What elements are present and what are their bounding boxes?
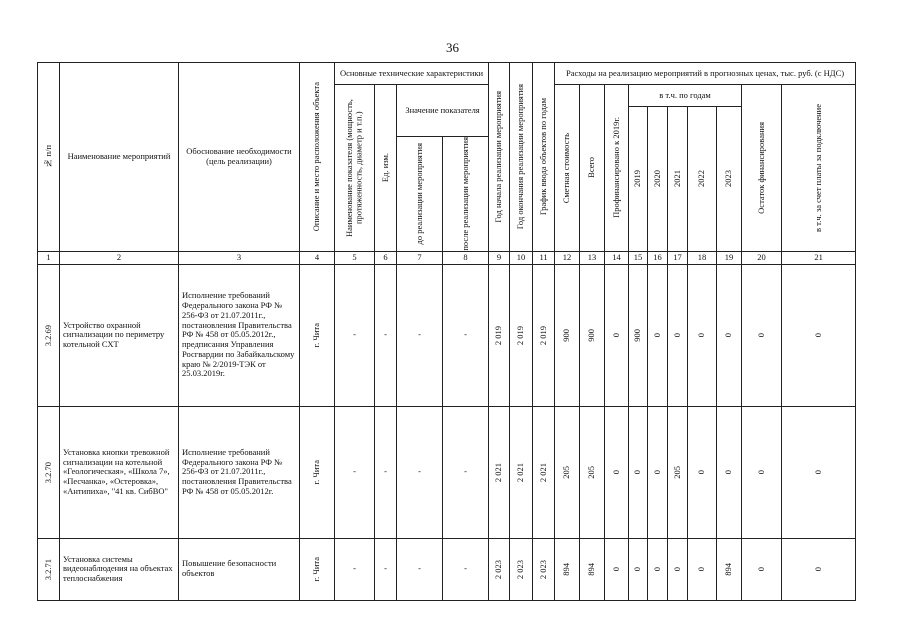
header-remaining: Остаток финансирования xyxy=(742,85,782,252)
row-place-text: г. Чита xyxy=(311,556,322,582)
row-id-text: 3.2.70 xyxy=(42,461,53,483)
row-c8: - xyxy=(443,538,489,600)
header-year-2020: 2020 xyxy=(648,107,668,252)
row-c14-text: 0 xyxy=(610,333,621,338)
row-c18 xyxy=(688,538,717,600)
row-c18-text: 0 xyxy=(696,333,707,338)
row-c6: - xyxy=(375,264,397,406)
row-c7: - xyxy=(397,406,443,538)
row-c17-text: 0 xyxy=(671,567,682,572)
row-place xyxy=(300,264,335,406)
row-c18 xyxy=(688,406,717,538)
row-c5: - xyxy=(335,264,375,406)
column-number: 12 xyxy=(555,251,580,264)
header-by-years: в т.ч. по годам xyxy=(629,85,742,107)
row-c10-text: 2 019 xyxy=(515,325,526,345)
row-c5: - xyxy=(335,406,375,538)
row-c6: - xyxy=(375,406,397,538)
row-c13-text: 900 xyxy=(586,328,597,342)
header-reason: Обоснование необходимости (цель реализации) xyxy=(179,63,300,252)
row-c8: - xyxy=(443,406,489,538)
row-c18-text: 0 xyxy=(696,470,707,475)
row-id-text: 3.2.69 xyxy=(42,324,53,346)
row-c15 xyxy=(629,264,648,406)
row-c16 xyxy=(648,264,668,406)
row-c10 xyxy=(510,406,533,538)
row-place xyxy=(300,538,335,600)
row-c12 xyxy=(555,538,580,600)
row-id-text: 3.2.71 xyxy=(42,558,53,580)
row-c13 xyxy=(580,406,605,538)
column-number: 6 xyxy=(375,251,397,264)
investment-table xyxy=(37,62,856,601)
row-c14-text: 0 xyxy=(610,567,621,572)
row-c13-text: 205 xyxy=(586,465,597,479)
row-c15-text: 0 xyxy=(632,470,643,475)
header-financed: Профинансировано к 2019г. xyxy=(605,85,629,252)
row-c21 xyxy=(782,406,856,538)
header-start-year: Год начала реализации мероприятия xyxy=(489,63,510,252)
row-id xyxy=(38,406,60,538)
row-reason: Исполнение требований Федерального закона РФ № 256-ФЗ от 21.07.2011г., постановления Правительства РФ № 458 от 05.05.2012г. xyxy=(179,406,300,538)
row-c20 xyxy=(742,406,782,538)
row-c11-text: 2 023 xyxy=(537,559,548,579)
header-value: Значение показателя xyxy=(397,85,489,137)
row-c9 xyxy=(489,406,510,538)
row-c11-text: 2 021 xyxy=(537,462,548,482)
header-before: до реализации мероприятия xyxy=(397,137,443,252)
row-c9-text: 2 023 xyxy=(493,559,504,579)
row-c12 xyxy=(555,406,580,538)
row-place-text: г. Чита xyxy=(311,459,322,485)
row-c8: - xyxy=(443,264,489,406)
column-number: 13 xyxy=(580,251,605,264)
row-c6: - xyxy=(375,538,397,600)
row-c10-text: 2 021 xyxy=(515,462,526,482)
page-number: 36 xyxy=(446,40,459,55)
row-c12-text: 894 xyxy=(561,562,572,576)
row-c13 xyxy=(580,538,605,600)
row-c17 xyxy=(668,264,688,406)
row-c10 xyxy=(510,538,533,600)
column-number: 3 xyxy=(179,251,300,264)
row-c18-text: 0 xyxy=(696,567,707,572)
row-place xyxy=(300,406,335,538)
row-c16-text: 0 xyxy=(651,333,662,338)
column-number: 8 xyxy=(443,251,489,264)
row-id xyxy=(38,264,60,406)
table-row xyxy=(38,538,856,600)
header-connection-fee: в т.ч. за счет платы за подключение xyxy=(782,85,856,252)
row-c15-text: 0 xyxy=(632,567,643,572)
row-c19 xyxy=(717,538,742,600)
header-indicator: Наименование показателя (мощность, протяженность, диаметр и т.п.) xyxy=(335,85,375,252)
row-c15 xyxy=(629,406,648,538)
row-c20 xyxy=(742,538,782,600)
header-name: Наименование мероприятий xyxy=(60,63,179,252)
column-number: 2 xyxy=(60,251,179,264)
row-c18 xyxy=(688,264,717,406)
row-c7: - xyxy=(397,538,443,600)
row-c11-text: 2 019 xyxy=(537,325,548,345)
row-reason: Исполнение требований Федерального закона РФ № 256-ФЗ от 21.07.2011г., постановления Правительства РФ № 458 от 05.05.2012г., предписания Управления Росгвардии по Забайкальскому краю № 2/2019-ТЭК от 25.03.2019г. xyxy=(179,264,300,406)
row-c9 xyxy=(489,264,510,406)
row-id xyxy=(38,538,60,600)
header-year-2022: 2022 xyxy=(688,107,717,252)
row-name: Устройство охранной сигнализации по периметру котельной СХТ xyxy=(60,264,179,406)
row-c19-text: 0 xyxy=(723,470,734,475)
column-number: 7 xyxy=(397,251,443,264)
column-number: 1 xyxy=(38,251,60,264)
column-number: 17 xyxy=(668,251,688,264)
header-after: после реализации мероприятия xyxy=(443,137,489,252)
column-number: 16 xyxy=(648,251,668,264)
row-c20-text: 0 xyxy=(755,470,766,475)
column-number: 10 xyxy=(510,251,533,264)
column-number: 4 xyxy=(300,251,335,264)
row-c17 xyxy=(668,406,688,538)
row-c14 xyxy=(605,406,629,538)
row-name: Установка системы видеонаблюдения на объектах теплоснабжения xyxy=(60,538,179,600)
row-c15-text: 900 xyxy=(632,328,643,342)
row-c12 xyxy=(555,264,580,406)
column-number: 11 xyxy=(533,251,555,264)
column-number: 5 xyxy=(335,251,375,264)
row-c21 xyxy=(782,538,856,600)
header-estimate: Сметная стоимость xyxy=(555,85,580,252)
row-c11 xyxy=(533,406,555,538)
row-c19-text: 0 xyxy=(723,333,734,338)
row-c13 xyxy=(580,264,605,406)
header-total: Всего xyxy=(580,85,605,252)
row-c9 xyxy=(489,538,510,600)
row-c10 xyxy=(510,264,533,406)
column-number: 19 xyxy=(717,251,742,264)
column-number: 18 xyxy=(688,251,717,264)
row-c16 xyxy=(648,406,668,538)
row-c17-text: 0 xyxy=(671,333,682,338)
header-year-2023: 2023 xyxy=(717,107,742,252)
column-number: 14 xyxy=(605,251,629,264)
row-c21-text: 0 xyxy=(812,567,823,572)
header-place: Описание и место расположения объекта xyxy=(300,63,335,252)
column-number: 21 xyxy=(782,251,856,264)
row-reason: Повышение безопасности объектов xyxy=(179,538,300,600)
row-c16 xyxy=(648,538,668,600)
row-c11 xyxy=(533,538,555,600)
header-end-year: Год окончания реализации мероприятия xyxy=(510,63,533,252)
header-year-2019: 2019 xyxy=(629,107,648,252)
row-name: Установка кнопки тревожной сигнализации на котельной «Геологическая», «Школа 7», «Песчанка», «Остеровка», «Антипиха», "41 кв. СибВО" xyxy=(60,406,179,538)
table-row xyxy=(38,406,856,538)
header-schedule: График ввода объектов по годам xyxy=(533,63,555,252)
row-c12-text: 900 xyxy=(561,328,572,342)
row-c16-text: 0 xyxy=(651,470,662,475)
table-row xyxy=(38,264,856,406)
row-c21-text: 0 xyxy=(812,333,823,338)
row-c14 xyxy=(605,264,629,406)
row-c9-text: 2 021 xyxy=(493,462,504,482)
header-no: № п/п xyxy=(38,63,60,252)
header-costs: Расходы на реализацию мероприятий в прогнозных ценах, тыс. руб. (с НДС) xyxy=(555,63,856,85)
row-c21-text: 0 xyxy=(812,470,823,475)
row-c20 xyxy=(742,264,782,406)
row-c19 xyxy=(717,406,742,538)
row-c14 xyxy=(605,538,629,600)
row-c17 xyxy=(668,538,688,600)
row-c21 xyxy=(782,264,856,406)
row-c5: - xyxy=(335,538,375,600)
row-c19 xyxy=(717,264,742,406)
row-c14-text: 0 xyxy=(610,470,621,475)
header-unit: Ед. изм. xyxy=(375,85,397,252)
row-c11 xyxy=(533,264,555,406)
row-c7: - xyxy=(397,264,443,406)
row-place-text: г. Чита xyxy=(311,322,322,348)
row-c19-text: 894 xyxy=(723,562,734,576)
column-number: 20 xyxy=(742,251,782,264)
row-c16-text: 0 xyxy=(651,567,662,572)
column-numbers-row xyxy=(38,251,856,264)
row-c12-text: 205 xyxy=(561,465,572,479)
header-tech: Основные технические характеристики xyxy=(335,63,489,85)
row-c15 xyxy=(629,538,648,600)
column-number: 9 xyxy=(489,251,510,264)
row-c13-text: 894 xyxy=(586,562,597,576)
header-year-2021: 2021 xyxy=(668,107,688,252)
column-number: 15 xyxy=(629,251,648,264)
row-c17-text: 205 xyxy=(671,465,682,479)
row-c9-text: 2 019 xyxy=(493,325,504,345)
row-c20-text: 0 xyxy=(755,333,766,338)
row-c20-text: 0 xyxy=(755,567,766,572)
row-c10-text: 2 023 xyxy=(515,559,526,579)
